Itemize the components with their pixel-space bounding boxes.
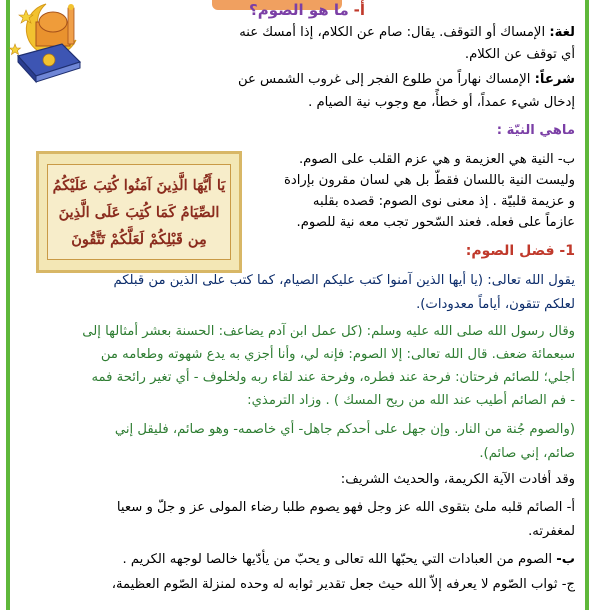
text-line: سبعمائة ضعف. قال الله تعالى: إلا الصوم: فإنه لي، وأنا أجزي به يدع شهوته وطعامه من <box>100 347 575 362</box>
text-line: شرعاً: الإمساك نهاراً من طلوع الفجر إلى غروب الشمس عن <box>237 72 575 87</box>
text-line: و عزيمة قلبيّة . إذ معنى نوى الصوم: قصده بقلبه <box>312 194 575 209</box>
text-line: لمغفرته. <box>528 524 575 539</box>
text-line: لغة: الإمساك أو التوقف. يقال: صام عن الكلام، إذا أمسك عنه <box>239 25 575 40</box>
text-line: ب- النية هي العزيمة و هي عزم القلب على الصوم. <box>298 152 575 167</box>
text-line: عازماً على فعله. فعند السّحور تجب معه نية للصوم. <box>296 215 575 230</box>
text-line: يقول الله تعالى: (يا أيها الذين آمنوا كتب عليكم الصيام، كما كتب على الذين من قبلكم <box>113 273 575 288</box>
text-line: أي توقف عن الكلام. <box>464 47 575 62</box>
subheading-fadl: 1- فضل الصوم: <box>465 243 575 259</box>
definition-label: لغة: <box>549 25 575 40</box>
text-line: لعلكم تتقون، أياماً معدودات). <box>416 297 575 312</box>
text-line: ب- الصوم من العبادات التي يحبّها الله تعالى و يحبّ من يأدّيها خالصا لوجهه الكريم . <box>122 552 575 567</box>
definition-label: شرعاً: <box>534 72 575 87</box>
subheading-niyya: ماهي النيّة : <box>496 123 575 138</box>
list-label: ب- <box>556 552 575 567</box>
quran-verse-frame <box>36 151 242 273</box>
text-line: وليست النية باللسان فقطّ بل هي لسان مقرون بإرادة <box>283 173 575 188</box>
text-line: (والصوم جُنة من النار. وإن جهل على أحدكم جاهل- أي خاصمه- وهو صائم، فليقل إني <box>114 422 575 437</box>
text-line: وقال رسول الله صلى الله عليه وسلم: (كل عمل ابن آدم يضاعف: الحسنة بعشر أمثالها إلى <box>82 324 575 339</box>
text-line: إدخال شيء عمداً، أو خطأً، مع وجوب نية الصيام . <box>308 95 575 110</box>
text-line: صائم، إني صائم). <box>479 446 575 461</box>
text-line: أ- الصائم قلبه ملئ بتقوى الله عز وجل فهو يصوم طلبا رضاء المولى عز و جلّ و سعيا <box>116 500 575 515</box>
ramadan-decoration-illustration <box>6 0 86 96</box>
section-heading <box>249 0 365 20</box>
verse-line: يَا أَيُّهَا الَّذِينَ آمَنُوا كُتِبَ عَلَيْكُمُ <box>52 176 226 194</box>
verse-line: مِن قَبْلِكُمْ لَعَلَّكُمْ تَتَّقُونَ <box>71 230 207 248</box>
verse-line: الصِّيَامُ كَمَا كُتِبَ عَلَى الَّذِينَ <box>58 203 220 221</box>
heading-text: ما هو الصوم؟ <box>249 1 349 19</box>
heading-number: أ- <box>353 1 365 19</box>
text-line: أجلي؛ للصائم فرحتان: فرحة عند فطره، وفرحة عند لقاء ربه ولخلوف - أي تغير رائحة فمه <box>91 370 575 385</box>
text-line: - فم الصائم أطيب عند الله من ريح المسك ) . وزاد الترمذي: <box>247 393 575 408</box>
text-line: وقد أفادت الآية الكريمة، والحديث الشريف: <box>340 472 575 487</box>
text-line: ج- ثواب الصّوم لا يعرفه إلاّ الله حيث جعل تقدير ثوابه له وحده لمنزلة الصّوم العظيمة، <box>111 577 575 592</box>
